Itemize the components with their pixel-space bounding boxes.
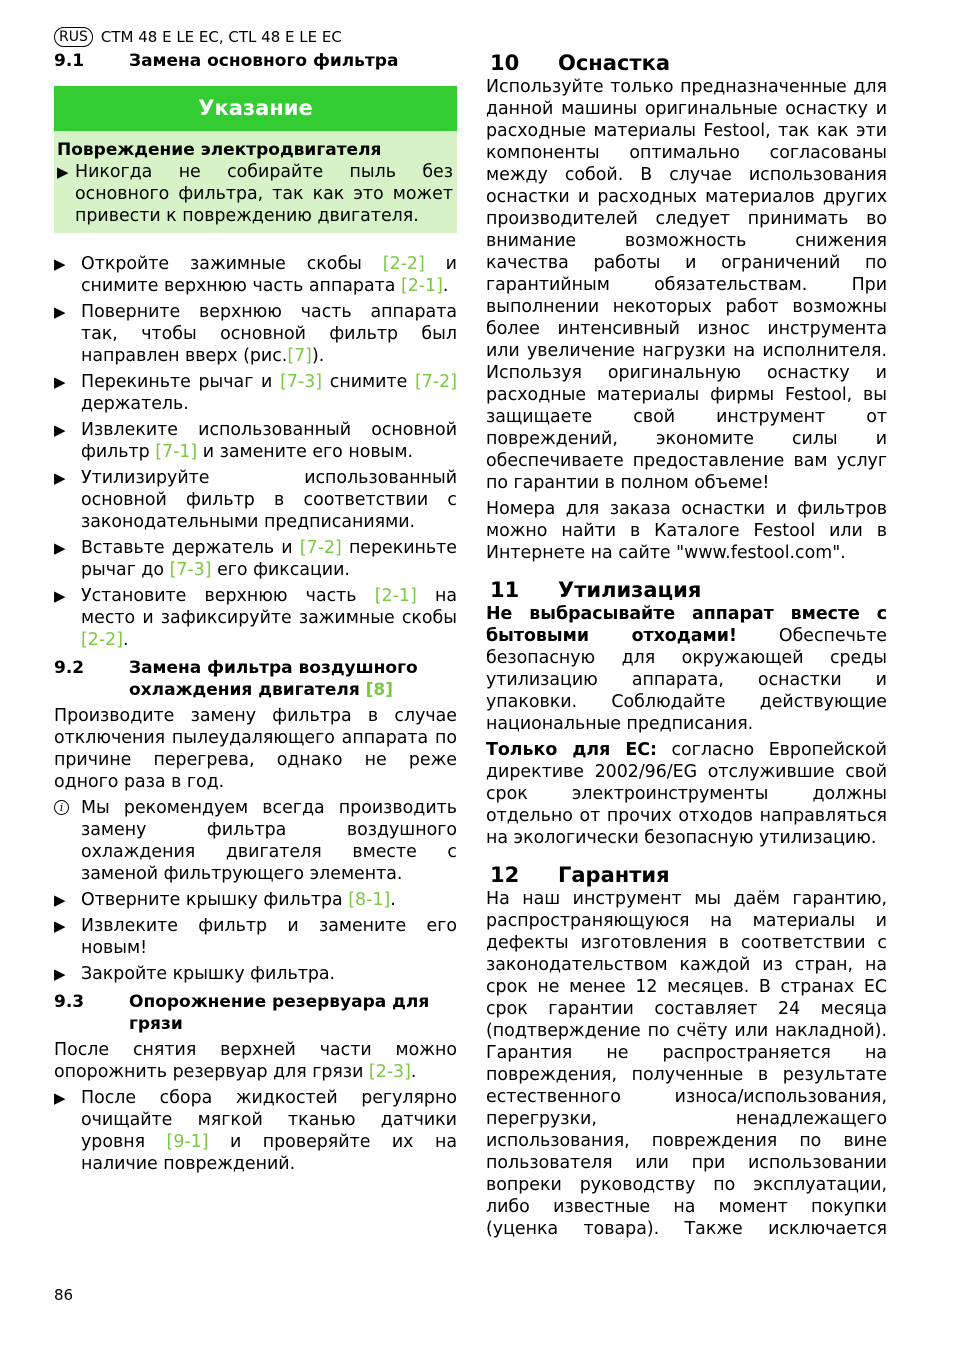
step-insert-holder: ▶ Вставьте держатель и [7-2] перекиньте рычаг до [7-3] его фиксации.	[54, 538, 458, 580]
section-title: Замена основного фильтра	[129, 51, 399, 71]
section-number: 9.1	[54, 51, 85, 71]
paragraph: На наш инструмент мы даём гарантию, распространяющуюся на материалы и дефекты изготовления в соответствии с законодательством каждой из стран, на срок не менее 12 месяцев. В странах ЕС срок гарантии составляет 24 месяца (подтверждение по счёту или накладной). Гарантия не распространяется на повреждения, полученные в результате естественного износа/использования, перегрузки, ненадлежащего использования, повреждения по вине пользователя или при использовании вопреки руководству по эксплуатации, либо известные на момент покупки (уценка товара). Также исключается	[486, 889, 887, 1239]
paragraph: Используйте только предназначенные для данной машины оригинальные оснастку и расходные материалы Festool, так как эти компоненты оптимально согласованы между собой. В случае использования оснастки и расходных материалов других производителей следует принимать во внимание возможность снижения качества работы и ограничений по гарантийным обязательствам. При выполнении некоторых работ возможны более интенсивный износ инструмента или увеличение нагрузки на исполнителя. Используя оригинальную оснастку и расходные материалы фирмы Festool, вы защищаете свой инструмент от повреждений, экономите силы и обеспечиваете предоставление вам услуг по гарантии в полном объеме!	[486, 77, 887, 493]
left-column	[54, 50, 457, 1175]
language-badge: RUS	[54, 27, 93, 47]
figure-ref: [7-1]	[155, 442, 198, 462]
figure-ref: [2-2]	[382, 254, 425, 274]
step-replace-filter: ▶ Извлеките фильтр и замените его новым!	[54, 916, 457, 958]
section-number: 9.3	[54, 992, 85, 1012]
step-unscrew-cover: ▶ Отверните крышку фильтра [8-1].	[54, 890, 396, 910]
triangle-bullet-icon: ▶	[57, 163, 69, 181]
section-number: 12	[490, 863, 520, 887]
section-title: Гарантия	[558, 863, 670, 887]
note-box	[54, 86, 457, 233]
section-title: Оснастка	[558, 51, 671, 75]
section-number: 11	[490, 578, 520, 602]
triangle-bullet-icon: ▶	[54, 469, 66, 487]
triangle-bullet-icon: ▶	[54, 255, 66, 273]
note-title: Указание	[54, 86, 457, 131]
step-dispose-filter: ▶ Утилизируйте использованный основной фильтр в соответствии с законодательными предписаниями.	[54, 468, 457, 532]
page-number: 86	[54, 1286, 74, 1304]
step-open-clamps: ▶ Откройте зажимные скобы [2-2] и снимите верхнюю часть аппарата [2-1].	[54, 254, 457, 296]
page-header	[54, 26, 342, 48]
figure-ref: [2-2]	[81, 630, 123, 650]
note-bullet	[57, 161, 453, 227]
figure-ref: [7-3]	[280, 372, 323, 392]
triangle-bullet-icon: ▶	[54, 303, 66, 321]
section-number: 9.2	[54, 658, 85, 678]
note-text: Никогда не собирайте пыль без основного фильтра, так как это может привести к повреждению двигателя.	[75, 162, 453, 226]
step-remove-filter: ▶ Извлеките использованный основной фильтр [7-1] и замените его новым.	[54, 420, 457, 462]
note-body	[54, 131, 457, 233]
triangle-bullet-icon: ▶	[54, 539, 66, 557]
note-subtitle: Повреждение электродвигателя	[57, 140, 382, 160]
figure-ref: [2-1]	[374, 586, 417, 606]
figure-ref: [2-1]	[400, 276, 443, 296]
triangle-bullet-icon: ▶	[54, 373, 66, 391]
section-12-heading	[486, 862, 887, 888]
paragraph: Номера для заказа оснастки и фильтров можно найти в Каталоге Festool или в Интернете на сайте "www.festool.com".	[486, 499, 887, 563]
paragraph: Только для ЕС: согласно Европейской директиве 2002/96/EG отслужившие свой срок электроинструменты должны отдельно от прочих отходов направляться на экологически безопасную утилизацию.	[486, 740, 887, 848]
step-flip-lever: ▶ Перекиньте рычаг и [7-3] снимите [7-2] держатель.	[54, 372, 457, 414]
triangle-bullet-icon: ▶	[54, 587, 66, 605]
section-title: Замена фильтра воздушного охлаждения двигателя	[129, 658, 418, 700]
figure-ref: [2-3]	[368, 1062, 411, 1082]
figure-ref: [7]	[287, 346, 312, 366]
info-icon: i	[54, 800, 69, 815]
section-title: Опорожнение резервуара для грязи	[129, 992, 430, 1034]
triangle-bullet-icon: ▶	[54, 965, 66, 983]
figure-ref: [7-3]	[169, 560, 212, 580]
figure-ref: [9-1]	[166, 1132, 209, 1152]
section-10-heading	[486, 50, 887, 76]
right-column	[486, 50, 887, 1240]
paragraph: Не выбрасывайте аппарат вместе с бытовыми отходами! Обеспечьте безопасную для окружающей среды утилизацию аппарата, оснастки и упаковки. Соблюдайте действующие национальные предписания.	[486, 604, 887, 734]
figure-ref: [8]	[365, 680, 394, 700]
section-9-3-heading	[54, 991, 457, 1035]
triangle-bullet-icon: ▶	[54, 891, 66, 909]
step-install-top: ▶ Установите верхнюю часть [2-1] на место и зафиксируйте зажимные скобы [2-2].	[54, 586, 457, 650]
section-9-2-heading	[54, 657, 457, 701]
step-close-cover: ▶ Закройте крышку фильтра.	[54, 964, 336, 984]
triangle-bullet-icon: ▶	[54, 421, 66, 439]
section-title: Утилизация	[558, 578, 702, 602]
step-rotate-top: ▶ Поверните верхнюю часть аппарата так, чтобы основной фильтр был направлен вверх (рис.[7]).	[54, 302, 457, 366]
section-11-heading	[486, 577, 887, 603]
paragraph: После снятия верхней части можно опорожнить резервуар для грязи [2-3].	[54, 1040, 457, 1082]
model-name: CTM 48 E LE EC, CTL 48 E LE EC	[100, 28, 342, 46]
figure-ref: [7-2]	[415, 372, 457, 392]
figure-ref: [7-2]	[299, 538, 342, 558]
step-clean-sensors: ▶ После сбора жидкостей регулярно очищайте мягкой тканью датчики уровня [9-1] и проверяйте их на наличие повреждений.	[54, 1088, 457, 1174]
triangle-bullet-icon: ▶	[54, 917, 66, 935]
info-note: i Мы рекомендуем всегда производить замену фильтра воздушного охлаждения двигателя вместе с заменой фильтрующего элемента.	[54, 797, 457, 885]
section-9-1-heading	[54, 50, 457, 72]
triangle-bullet-icon: ▶	[54, 1089, 66, 1107]
section-number: 10	[490, 51, 520, 75]
figure-ref: [8-1]	[348, 890, 391, 910]
paragraph: Производите замену фильтра в случае отключения пылеудаляющего аппарата по причине перегрева, однако не реже одного раза в год.	[54, 706, 457, 792]
